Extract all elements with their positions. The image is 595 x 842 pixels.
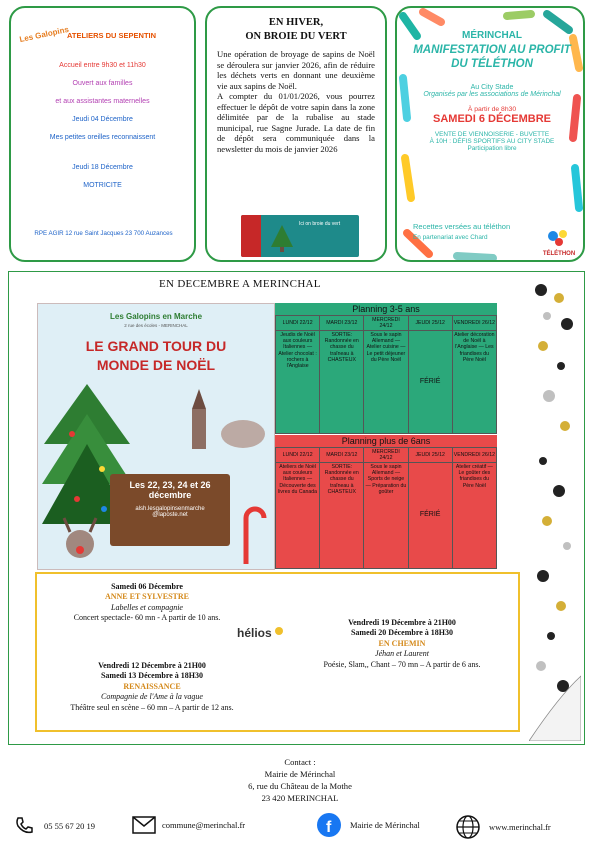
telethon-partner: En partenariat avec Chard: [413, 234, 488, 241]
event-description: Poésie, Slam,, Chant – 70 mn – A partir de 6 ans.: [323, 659, 481, 669]
helios-logo: [237, 626, 284, 642]
event-title: RENAISSANCE: [123, 681, 181, 691]
poster-address: 2 rue des écoles - MERINCHAL: [124, 323, 188, 328]
planning-day: JEUDI 25/12: [408, 316, 452, 331]
december-section: [8, 271, 585, 745]
ateliers-info: [15, 62, 190, 189]
globe-icon: [455, 814, 481, 840]
event-date: Vendredi 12 Décembre à 21H00: [98, 661, 206, 670]
poster-dates: Les 22, 23, 24 et 26: [129, 480, 211, 490]
ateliers-title: ATELIERS DU SEPENTIN: [67, 31, 157, 40]
phone-icon: [14, 816, 34, 836]
poster-org: Les Galopins en Marche: [109, 312, 203, 321]
planning-cell: SORTIE: Randonnée en chasse du traîneau à CHASTEUX: [320, 463, 364, 569]
planning-title: Planning plus de 6ans: [341, 436, 431, 446]
planning-day: MARDI 23/12: [320, 448, 364, 463]
event-1: [47, 582, 247, 624]
email-item[interactable]: [132, 816, 245, 834]
ateliers-line: Jeudi 04 Décembre: [72, 116, 133, 123]
event-title: EN CHEMIN: [378, 638, 426, 648]
planning-cell: Jeudis de Noël aux couleurs Italiennes — Atelier chocolat : rochers à l'Anglaise: [276, 331, 320, 434]
ornament-decoration: [529, 276, 581, 741]
planning-cell: Sous le sapin Allemand — Atelier cuisine — Le petit déjeuner du Père Noël: [364, 331, 408, 434]
planning-title: Planning 3-5 ans: [352, 304, 420, 314]
christmas-tree-icon: [271, 225, 293, 253]
event-date: Samedi 06 Décembre: [111, 582, 183, 591]
hiver-title: EN HIVER,: [268, 17, 324, 28]
planning-board: [275, 303, 497, 568]
phone-item[interactable]: [14, 816, 95, 836]
ateliers-line: Accueil entre 9h30 et 11h30: [59, 62, 146, 69]
planning-cell: SORTIE: Randonnée en chasse du traîneau à CHASTEUX: [320, 331, 364, 434]
hiver-paragraph-1: Une opération de broyage de sapins de Noël se déroulera sur janvier 2026, afin de réduire les déchets verts en donnant une deuxième vie aux sapins de Noël.: [217, 49, 375, 91]
facebook-item[interactable]: [316, 812, 420, 838]
planning-day: LUNDI 22/12: [276, 316, 320, 331]
event-company: Jéhan et Laurent: [375, 649, 429, 659]
contact-label: Contact :: [284, 757, 316, 767]
telethon-proceeds: Recettes versées au téléthon: [413, 222, 511, 231]
event-company: Labelles et compagnie: [111, 602, 183, 612]
ateliers-address: RPE AGIR 12 rue Saint Jacques 23 700 Auzances: [34, 230, 173, 237]
helios-logo-text: hélios: [237, 626, 272, 640]
planning-3-5: [275, 303, 497, 433]
planning-day: VENDREDI 26/12: [452, 316, 496, 331]
telethon-star-icon: [537, 226, 581, 248]
poster-title: LE GRAND TOUR DU: [85, 338, 227, 354]
planning-cell: Atelier décoration de Noël à l'Anglaise — Les friandises du Père Noël: [452, 331, 496, 434]
ateliers-line: Jeudi 18 Décembre: [72, 164, 133, 171]
telethon-place: MÉRINCHAL: [462, 30, 522, 41]
planning-table: [275, 447, 497, 569]
event-company: Compagnie de l'Ame à la vague: [101, 692, 203, 702]
reindeer-icon: [56, 516, 104, 562]
poster-text: Ici on broie du vert: [299, 221, 341, 227]
poster-month: décembre: [148, 490, 192, 500]
website-url: www.merinchal.fr: [489, 822, 551, 832]
event-date: Samedi 13 Décembre à 18H30: [100, 671, 204, 681]
telethon-title: MANIFESTATION AU PROFIT DU TÉLÉTHON: [413, 44, 571, 71]
baubles: [535, 284, 573, 692]
broyage-poster: [241, 215, 359, 257]
ateliers-line: Mes petites oreilles reconnaissent: [49, 134, 156, 141]
planning-day: VENDREDI 26/12: [452, 448, 496, 463]
event-description: Théâtre seul en scène – 60 mn – A partir de 12 ans.: [70, 702, 234, 712]
website-item[interactable]: [455, 814, 551, 840]
planning-day: LUNDI 22/12: [276, 448, 320, 463]
phone-number: 05 55 67 20 19: [44, 821, 95, 831]
planning-6-plus: [275, 435, 497, 568]
wooden-sign: [110, 474, 230, 546]
event-3: [292, 618, 512, 670]
telethon-date: SAMEDI 6 DÉCEMBRE: [433, 112, 551, 125]
city-address: 23 420 MERINCHAL: [261, 793, 339, 804]
telethon-card: [395, 6, 585, 262]
ateliers-line: Ouvert aux familles: [72, 80, 133, 87]
telethon-activities: À 10H : DÉFIS SPORTIFS AU CITY STADE: [429, 137, 555, 145]
section-title: EN DECEMBRE A MERINCHAL: [159, 278, 321, 290]
hiver-subtitle: ON BROIE DU VERT: [245, 30, 347, 42]
telethon-organizers: Organisés par les associations de Mérinchal: [423, 90, 561, 98]
telethon-logo-text: TÉLÉTHON: [542, 251, 576, 257]
event-2: [47, 661, 257, 713]
helios-events-box: [35, 572, 520, 732]
event-date: Vendredi 19 Décembre à 21H00: [348, 618, 456, 627]
poster-email: @laposte.net: [152, 512, 188, 518]
telethon-logo: [537, 226, 581, 256]
facebook-page: Mairie de Mérinchal: [350, 820, 420, 830]
mairie-name: Mairie de Mérinchal: [264, 769, 336, 780]
planning-cell: Sous le sapin Allemand — Sports de neige — Préparation du goûter: [364, 463, 408, 569]
telethon-participation: Participation libre: [467, 144, 517, 152]
galopins-logo: Les Galopins: [18, 24, 70, 45]
planning-day: MERCREDI 24/12: [364, 316, 408, 331]
hiver-paragraph-2: A compter du 01/01/2026, vous pourrez effectuer le dépôt de votre sapin dans la zone délimitée par de la rubalise au stade municipal, rue Sagne Jurade. La date de fin de dépôt sera communiquée dans la newsletter du mois de janvier 2026: [217, 91, 375, 154]
planning-cell: FÉRIÉ: [408, 463, 452, 569]
ateliers-card: [9, 6, 196, 262]
street-address: 6, rue du Château de la Mothe: [248, 781, 352, 792]
email-address: commune@merinchal.fr: [162, 820, 246, 830]
planning-cell: Ateliers de Noël aux couleurs Italiennes — Découverte des livres du Canada: [276, 463, 320, 569]
sun-icon: [274, 626, 284, 636]
planning-cell: Atelier créatif — Le goûter des friandises du Père Noël: [452, 463, 496, 569]
event-title: ANNE ET SYLVESTRE: [104, 592, 190, 602]
page-curl: [529, 676, 581, 741]
facebook-icon: [316, 812, 342, 838]
planning-table: [275, 315, 497, 434]
contact-block: [200, 756, 400, 804]
planning-day: JEUDI 25/12: [408, 448, 452, 463]
hiver-card: [205, 6, 387, 262]
event-description: Concert spectacle- 60 mn - A partir de 10 ans.: [73, 613, 221, 623]
planning-cell: FÉRIÉ: [408, 331, 452, 434]
planning-day: MARDI 23/12: [320, 316, 364, 331]
poster-email: alsh.lesgalopinsenmarche: [135, 506, 205, 512]
galopins-poster: [37, 303, 275, 570]
ateliers-line: et aux assistantes maternelles: [55, 98, 150, 105]
monuments-icon: [188, 389, 268, 449]
candy-cane-icon: [238, 504, 268, 566]
telethon-activities: VENTE DE VIENNOISERIE - BUVETTE: [434, 130, 550, 138]
ateliers-line: MOTRICITE: [83, 182, 122, 189]
telethon-time: À partir de 8h30: [467, 105, 517, 113]
svg-text:f: f: [326, 819, 332, 836]
event-date: Samedi 20 Décembre à 18H30: [350, 628, 454, 638]
envelope-icon: [132, 816, 156, 834]
poster-title: MONDE DE NOËL: [96, 357, 216, 373]
telethon-venue: Au City Stade: [470, 83, 514, 91]
planning-day: MERCREDI 24/12: [364, 448, 408, 463]
poster-panel: [241, 215, 261, 257]
